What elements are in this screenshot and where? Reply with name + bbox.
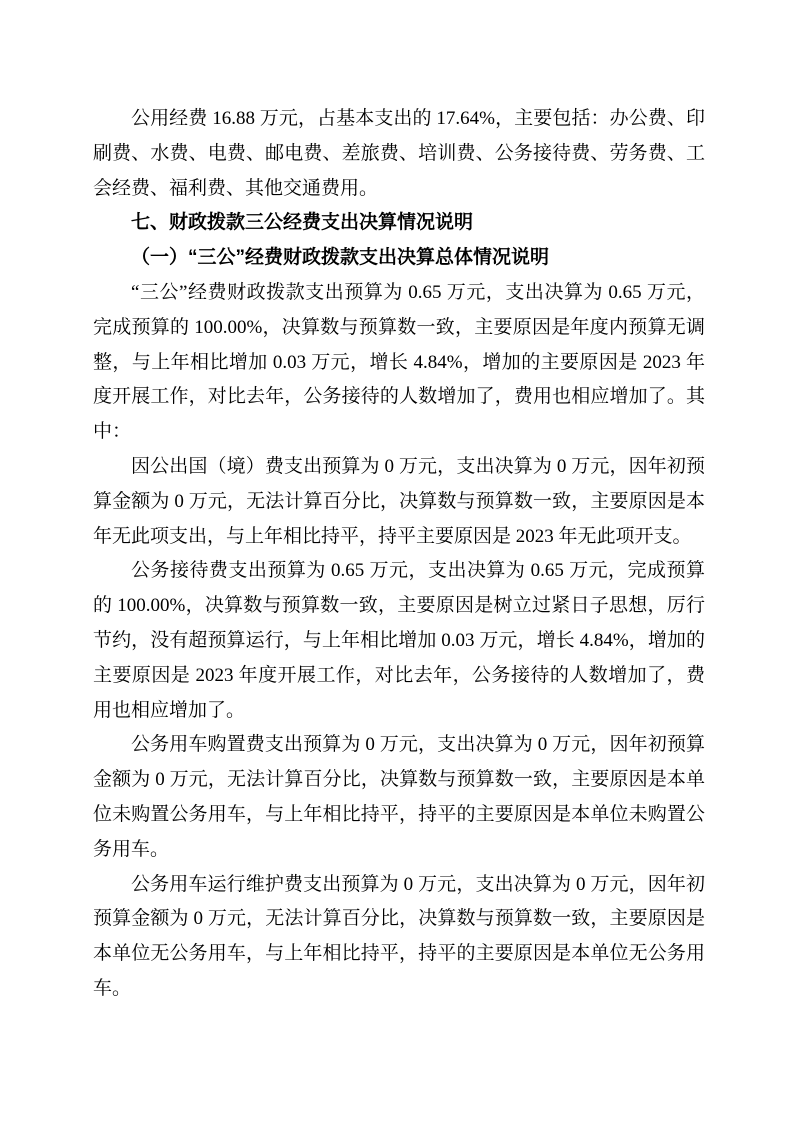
- heading-subsection-one: （一）“三公”经费财政拨款支出决算总体情况说明: [131, 247, 550, 269]
- heading-section-seven: 七、财政拨款三公经费支出决算情况说明: [131, 212, 474, 234]
- paragraph-three-public-overall: “三公”经费财政拨款支出预算为 0.65 万元，支出决算为 0.65 万元，完成预算的 100.00%，决算数与预算数一致，主要原因是年度内预算无调整，与上年相比增加 0.03 万元，增长 4.84%，增加的主要原因是 2023 年度开展工作，对比去年，公务接待的人数增加了，费用也相应增加了。其中：: [93, 281, 705, 443]
- paragraph-public-funds-summary: 公用经费 16.88 万元，占基本支出的 17.64%，主要包括：办公费、印刷费、水费、电费、邮电费、差旅费、培训费、公务接待费、劳务费、工会经费、福利费、其他交通费用。: [93, 108, 705, 199]
- paragraph-vehicle-purchase-expense: 公务用车购置费支出预算为 0 万元，支出决算为 0 万元，因年初预算金额为 0 万元，无法计算百分比，决算数与预算数一致，主要原因是本单位未购置公务用车，与上年相比持平，持平的主要原因是本单位未购置公务用车。: [93, 734, 705, 860]
- paragraph-official-reception-expense: 公务接待费支出预算为 0.65 万元，支出决算为 0.65 万元，完成预算的 100.00%，决算数与预算数一致，主要原因是树立过紧日子思想，厉行节约，没有超预算运行，与上年相比增加 0.03 万元，增长 4.84%，增加的主要原因是 2023 年度开展工作，对比去年，公务接待的人数增加了，费用也相应增加了。: [93, 560, 705, 721]
- document-content: [93, 102, 705, 1007]
- paragraph-vehicle-maintenance-expense: 公务用车运行维护费支出预算为 0 万元，支出决算为 0 万元，因年初预算金额为 0 万元，无法计算百分比，决算数与预算数一致，主要原因是本单位无公务用车，与上年相比持平，持平的主要原因是本单位无公务用车。: [93, 873, 705, 999]
- paragraph-overseas-travel-expense: 因公出国（境）费支出预算为 0 万元，支出决算为 0 万元，因年初预算金额为 0 万元，无法计算百分比，决算数与预算数一致，主要原因是本年无此项支出，与上年相比持平，持平主要原因是 2023 年无此项开支。: [93, 455, 705, 547]
